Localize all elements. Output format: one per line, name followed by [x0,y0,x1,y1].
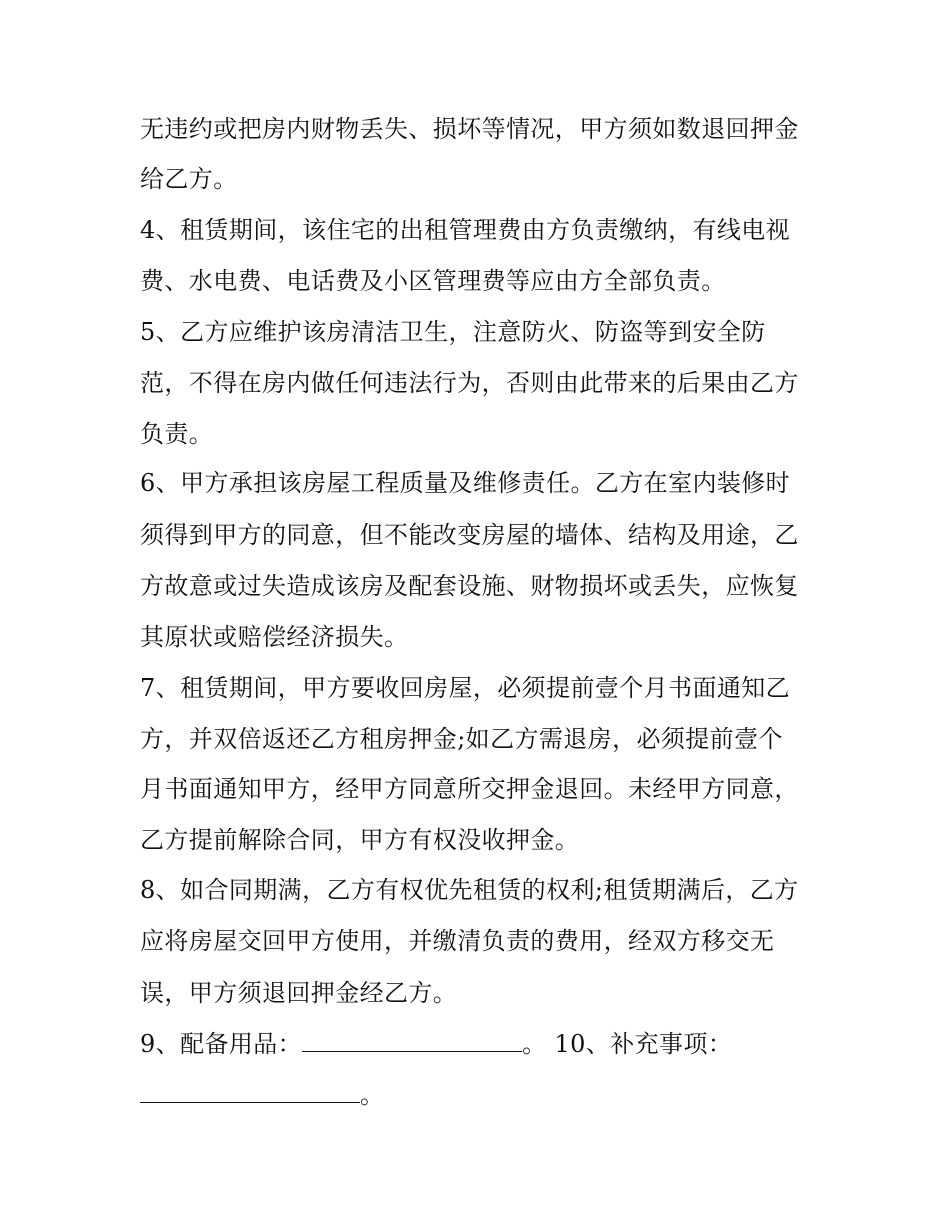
text-line: 方故意或过失造成该房及配套设施、财物损坏或丢失，应恢复 [140,572,799,600]
text-line: 费、水电费、电话费及小区管理费等应由方全部负责。 [140,267,726,295]
text-line: 应将房屋交回甲方使用，并缴清负责的费用，经双方移交无 [140,927,775,955]
text-line: 范，不得在房内做任何违法行为，否则由此带来的后果由乙方 [140,369,799,397]
text-line: 方，并双倍返还乙方租房押金;如乙方需退房，必须提前壹个 [140,725,783,753]
text-line: 给乙方。 [140,165,238,193]
text-line: 乙方提前解除合同，甲方有权没收押金。 [140,826,580,854]
item-9-blank [302,1031,522,1052]
item-10-blank [140,1082,360,1103]
item-10-line [140,1079,830,1111]
text-line: 负责。 [140,420,214,448]
text-line: 4、租赁期间，该住宅的出租管理费由方负责缴纳，有线电视 [140,216,791,244]
text-line: 月书面通知甲方，经甲方同意所交押金退回。未经甲方同意， [140,775,799,803]
item-9-line [140,1028,830,1060]
text-line: 5、乙方应维护该房清洁卫生，注意防火、防盗等到安全防 [140,318,766,346]
text-line: 7、租赁期间，甲方要收回房屋，必须提前壹个月书面通知乙 [140,674,791,702]
item-10-label: 10、补充事项： [546,1030,733,1058]
text-line: 须得到甲方的同意，但不能改变房屋的墙体、结构及用途，乙 [140,521,799,549]
item-10-end: 。 [360,1081,385,1109]
text-line: 6、甲方承担该房屋工程质量及维修责任。乙方在室内装修时 [140,469,791,497]
text-line: 无违约或把房内财物丢失、损坏等情况，甲方须如数退回押金 [140,115,799,143]
text-line: 误，甲方须退回押金经乙方。 [140,979,458,1007]
item-9-label: 9、配备用品： [140,1030,303,1058]
text-line: 8、如合同期满，乙方有权优先租赁的权利;租赁期满后，乙方 [140,876,799,904]
text-line: 其原状或赔偿经济损失。 [140,623,409,651]
item-9-end: 。 [522,1030,547,1058]
